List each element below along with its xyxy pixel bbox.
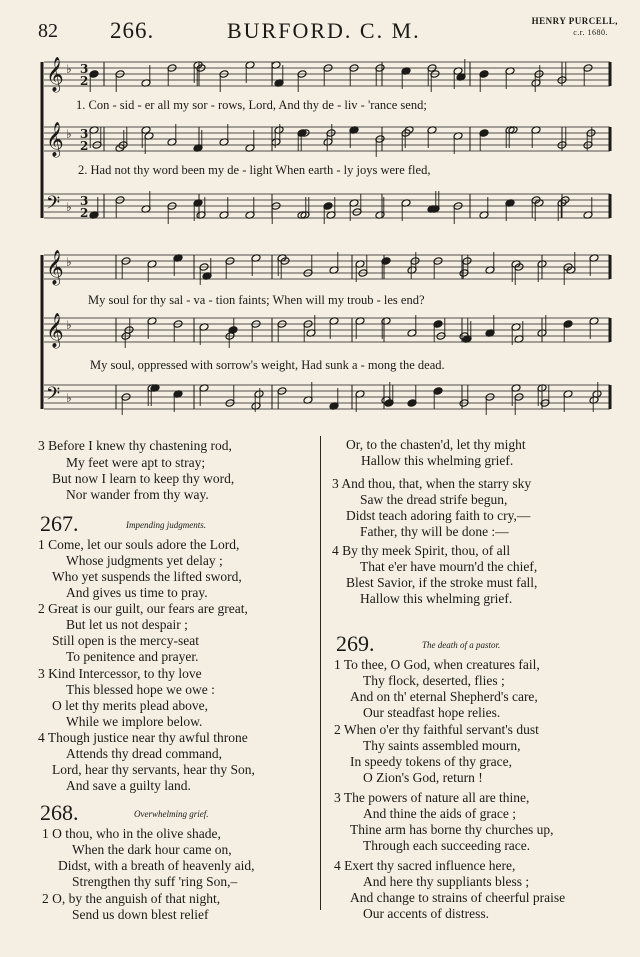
stanza-line: Strengthen thy suff 'ring Son,–: [72, 874, 238, 889]
composer: [532, 16, 618, 38]
treble-clef: 𝄞: [46, 313, 64, 348]
stanza-line: Attends thy dread command,: [66, 746, 222, 761]
bass-clef: 𝄢: [46, 384, 61, 409]
stanza-line: O let thy merits plead above,: [52, 698, 208, 713]
lyric-verse-1-line-2: My soul for thy sal - va - tion faints; When will my troub - les end?: [88, 293, 425, 307]
stanza-line: 3 Before I knew thy chastening rod,: [38, 438, 232, 453]
stanza-line: But let us not despair ;: [66, 617, 188, 632]
flat-sign: ♭: [66, 318, 72, 332]
stanza-line: 3 And thou, that, when the starry sky: [332, 476, 532, 491]
time-signature-top: 3: [80, 62, 89, 76]
stanza-line: 1 To thee, O God, when creatures fail,: [334, 657, 540, 672]
stanza-line: 1 O thou, who in the olive shade,: [42, 826, 221, 841]
stanza-line: Nor wander from thy way.: [66, 487, 209, 502]
stanza-line: But now I learn to keep thy word,: [52, 471, 235, 486]
hymn-number-267: 267.: [40, 511, 79, 536]
stanza-line: Or, to the chasten'd, let thy might: [346, 437, 526, 452]
stanza-line: 4 By thy meek Spirit, thou, of all: [332, 543, 511, 558]
time-signature-top: 3: [80, 194, 89, 208]
stanza-line: Thy saints assembled mourn,: [363, 738, 521, 753]
stanza-line: Didst teach adoring faith to cry,—: [346, 508, 531, 523]
time-signature-bottom: 2: [80, 139, 89, 153]
stanza-line: And thine the aids of grace ;: [363, 806, 516, 821]
stanza-line: 1 Come, let our souls adore the Lord,: [38, 537, 240, 552]
treble-clef: 𝄞: [46, 122, 64, 157]
lyric-verse-1-line-1: 1. Con - sid - er all my sor - rows, Lord, And thy de - liv - 'rance send;: [76, 98, 427, 112]
stanza-line: And save a guilty land.: [66, 778, 191, 793]
stanza-line: And gives us time to pray.: [66, 585, 208, 600]
treble-clef: 𝄞: [46, 250, 64, 285]
time-signature-top: 3: [80, 127, 89, 141]
page-number: 82: [38, 20, 58, 42]
tune-name: BURFORD. C. M.: [227, 18, 421, 43]
time-signature-bottom: 2: [80, 74, 89, 88]
stanza-line: 4 Exert thy sacred influence here,: [334, 858, 516, 873]
flat-sign: ♭: [66, 62, 72, 76]
stanza-line: That e'er have mourn'd the chief,: [360, 559, 538, 574]
hymn-number-266: 266.: [110, 18, 155, 43]
stanza-line: This blessed hope we owe :: [66, 682, 215, 697]
stanza-line: Lord, hear thy servants, hear thy Son,: [52, 762, 255, 777]
stanza-line: And here thy suppliants bless ;: [363, 874, 530, 889]
stanza-line: To penitence and prayer.: [66, 649, 199, 664]
stanza-line: 4 Though justice near thy awful throne: [38, 730, 248, 745]
stanza-line: Whose judgments yet delay ;: [66, 553, 223, 568]
flat-sign: ♭: [66, 127, 72, 141]
stanza-line: Thy flock, deserted, flies ;: [363, 673, 505, 688]
stanza-line: Through each succeeding race.: [363, 838, 531, 853]
hymn-caption-269: The death of a pastor.: [422, 640, 501, 650]
composer-name: HENRY PURCELL,: [531, 16, 618, 26]
stanza-line: Our accents of distress.: [363, 906, 489, 921]
composer-date: c.r. 1680.: [573, 28, 608, 37]
stanza-line: Blest Savior, if the stroke must fall,: [346, 575, 538, 590]
hymn-caption-268: Overwhelming grief.: [134, 809, 209, 819]
hymn-number-269: 269.: [336, 631, 375, 656]
stanza-line: 2 O, by the anguish of that night,: [42, 891, 221, 906]
stanza-line: In speedy tokens of thy grace,: [350, 754, 512, 769]
stanza-line: Our steadfast hope relies.: [363, 705, 501, 720]
stanza-line: Hallow this whelming grief.: [360, 591, 513, 606]
treble-clef: 𝄞: [46, 57, 64, 92]
stanza-line: My feet were apt to stray;: [66, 455, 206, 470]
stanza-line: 3 The powers of nature all are thine,: [334, 790, 530, 805]
stanza-line: And on th' eternal Shepherd's care,: [350, 689, 538, 704]
stanza-line: Father, thy will be done :—: [360, 524, 509, 539]
stanza-line: O Zion's God, return !: [363, 770, 483, 785]
stanza-line: Send us down blest relief: [72, 907, 209, 922]
hymn-number-268: 268.: [40, 800, 79, 825]
stanza-line: Still open is the mercy-seat: [52, 633, 199, 648]
flat-sign: ♭: [66, 391, 72, 405]
stanza-line: 3 Kind Intercessor, to thy love: [38, 666, 202, 681]
flat-sign: ♭: [66, 200, 72, 214]
hymn-caption-267: Impending judgments.: [126, 520, 206, 530]
stanza-line: While we implore below.: [66, 714, 203, 729]
stanza-line: And change to strains of cheerful praise: [350, 890, 566, 905]
stanza-line: 2 When o'er thy faithful servant's dust: [334, 722, 539, 737]
stanza-line: Who yet suspends the lifted sword,: [52, 569, 242, 584]
lyric-verse-2-line-1: 2. Had not thy word been my de - light When earth - ly joys were fled,: [78, 163, 431, 177]
bass-clef: 𝄢: [46, 193, 61, 218]
time-signature-bottom: 2: [80, 206, 89, 220]
page-header: [0, 16, 640, 46]
stanza-line: Saw the dread strife begun,: [360, 492, 508, 507]
stanza-line: Thine arm has borne thy churches up,: [350, 822, 554, 837]
column-divider: [320, 436, 321, 910]
lyric-verse-2-line-2: My soul, oppressed with sorrow's weight, Had sunk a - mong the dead.: [90, 358, 445, 372]
flat-sign: ♭: [66, 255, 72, 269]
stanza-line: When the dark hour came on,: [72, 842, 232, 857]
stanza-line: Didst, with a breath of heavenly aid,: [58, 858, 255, 873]
stanza-line: 2 Great is our guilt, our fears are great,: [38, 601, 248, 616]
stanza-line: Hallow this whelming grief.: [361, 453, 514, 468]
